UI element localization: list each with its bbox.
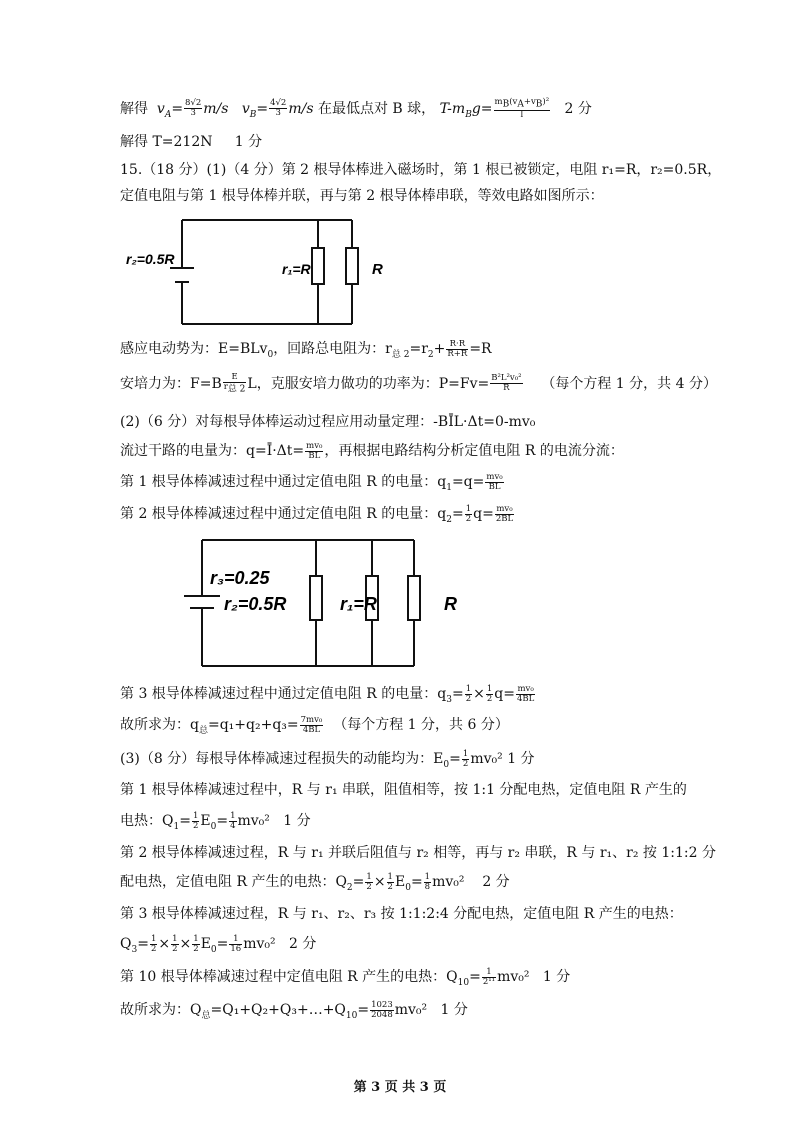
line-1: 解得 $v_A=$ $\frac{8√2}{3}$ m/s $v_B=$ $\frac{4√2}{3}$ m/s 在最低点对 B 球， $T-m_Bg=$ $\frac{m_B(v_A+v_B)^2}{l}$ 2 分: [120, 97, 592, 120]
label-r2: r₂=0.5R: [126, 251, 175, 267]
line-7: (2)（6 分）对每根导体棒运动过程应用动量定理：-BĪL·Δt=0-mv₀: [120, 414, 536, 430]
circuit-diagram-1: [120, 210, 420, 340]
line-13: (3)（8 分）每根导体棒减速过程损失的动能均为：$E_0=$ $\frac{1}{2}$ mv₀² 1 分: [120, 748, 535, 770]
label-r: R: [444, 594, 457, 614]
line-6: 安培力为：F=B $\frac{E}{r_{总 2}}$ L，克服安培力做功的功率为：P=Fv= $\frac{\text{B²L²v₀²}}{R}$ （每个方程 1 分，共 4 分）: [120, 372, 717, 395]
line-11: 第 3 根导体棒减速过程中通过定值电阻 R 的电量：$q_3=$ $\frac{1}{2}$ × $\frac{1}{2}$ q= $\frac{\text{mv₀}}{4BL}$: [120, 683, 535, 705]
line-16: 第 2 根导体棒减速过程，R 与 r₁ 并联后阻值与 r₂ 相等，再与 r₂ 串联，R 与 r₁、r₂ 按 1:1:2 分: [120, 845, 716, 861]
label-r1: r₁=R: [282, 261, 311, 277]
line-12: 故所求为：$q_总=q_1+q_2+q_3=$ $\frac{\text{7mv₀}}{4BL}$ （每个方程 1 分，共 6 分）: [120, 714, 509, 736]
line-9: 第 1 根导体棒减速过程中通过定值电阻 R 的电量：$q_1=q=$ $\frac{\text{mv₀}}{BL}$: [120, 471, 503, 493]
line-14: 第 1 根导体棒减速过程中，R 与 r₁ 串联，阻值相等，按 1:1 分配电热，定值电阻 R 产生的: [120, 782, 687, 798]
line-15: 电热：$Q_1=$ $\frac{1}{2}$ $E_0=$ $\frac{1}{4}$ mv₀² 1 分: [120, 810, 311, 832]
line-2: 解得 T=212N 1 分: [120, 134, 263, 150]
label-r1: r₁=R: [340, 594, 377, 614]
line-20: 第 10 根导体棒减速过程中定值电阻 R 产生的电热：$Q_{10}=$ $\frac{1}{\text{2¹¹}}$ mv₀² 1 分: [120, 966, 571, 988]
label-r2: r₂=0.5R: [224, 594, 287, 614]
resistor-r1: [312, 248, 324, 284]
resistor-r: [346, 248, 358, 284]
resistor-r2: [310, 576, 322, 620]
line-4: 定值电阻与第 1 根导体棒并联，再与第 2 根导体棒串联，等效电路如图所示：: [120, 188, 604, 204]
page-footer: 第 3 页 共 3 页: [353, 1080, 447, 1095]
circuit-diagram-2: [180, 532, 500, 672]
resistor-r: [408, 576, 420, 620]
label-r: R: [372, 261, 383, 278]
line-10: 第 2 根导体棒减速过程中通过定值电阻 R 的电量：$q_2=$ $\frac{1}{2}$ q= $\frac{\text{mv₀}}{2BL}$: [120, 503, 514, 525]
line-3: 15.（18 分）(1)（4 分）第 2 根导体棒进入磁场时，第 1 根已被锁定，电阻 r₁=R，r₂=0.5R，: [120, 162, 722, 178]
line-19: $Q_3=$ $\frac{1}{2}$ × $\frac{1}{2}$ × $\frac{1}{2}$ $E_0=$ $\frac{1}{16}$ mv₀² 2 分: [120, 933, 317, 955]
line-21: 故所求为：$Q_总=Q_1+Q_2+Q_3+\dots+Q_{10}=$ $\frac{1023}{2048}$ mv₀² 1 分: [120, 999, 468, 1021]
label-r3: r₃=0.25: [210, 568, 270, 588]
line-5: 感应电动势为：E=BLv$_0$，回路总电阻为：$r_{总 2}=r_2+$ $\frac{R\cdot R}{R+R}$ =R: [120, 338, 492, 360]
line-17: 配电热，定值电阻 R 产生的电热：$Q_2=$ $\frac{1}{2}$ × $\frac{1}{2}$ $E_0=$ $\frac{1}{8}$ mv₀² 2 分: [120, 871, 510, 893]
line-8: 流过干路的电量为：q=Ī·Δt= $\frac{\text{mv₀}}{BL}$ ，再根据电路结构分析定值电阻 R 的电流分流：: [120, 440, 624, 461]
line-18: 第 3 根导体棒减速过程，R 与 r₁、r₂、r₃ 按 1:1:2:4 分配电热，定值电阻 R 产生的电热：: [120, 906, 683, 922]
